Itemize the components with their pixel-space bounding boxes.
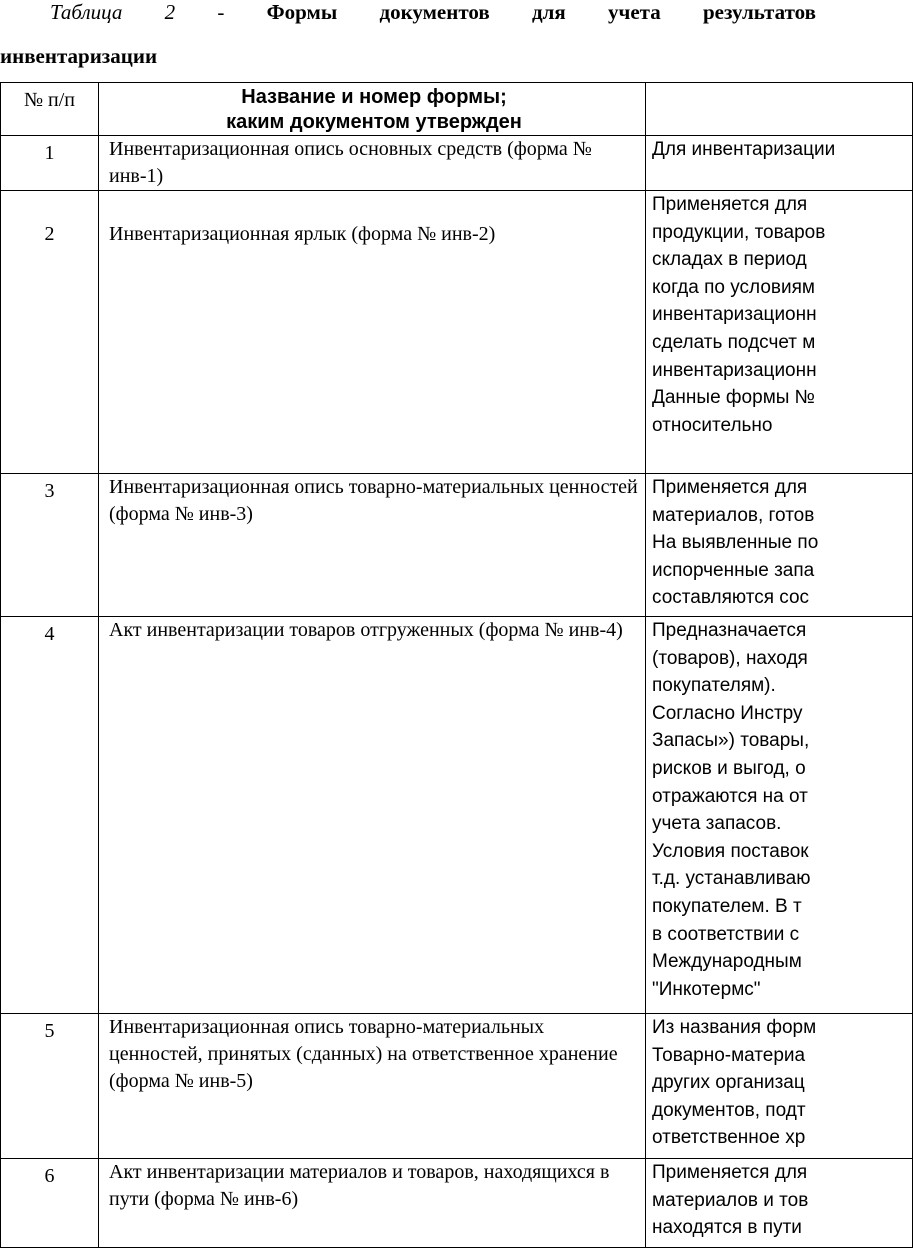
- row-form-name: Акт инвентаризации материалов и товаров, находящихся в пути (форма № инв-6): [99, 1159, 646, 1248]
- row-form-name: Инвентаризационная опись товарно-материальных ценностей (форма № инв-3): [99, 474, 646, 617]
- description-line: покупателем. В т: [652, 895, 802, 917]
- row-description: [646, 617, 913, 1014]
- description-line: сделать подсчет м: [652, 331, 816, 353]
- row-number: 1: [1, 136, 99, 191]
- description-line: учета запасов.: [652, 813, 782, 835]
- description-line: составляются сос: [652, 587, 810, 609]
- description-line: материалов и тов: [652, 1189, 809, 1211]
- description-line: находятся в пути: [652, 1217, 802, 1239]
- row-number: 4: [1, 617, 99, 1014]
- table-row: [1, 1014, 913, 1159]
- row-form-name: Акт инвентаризации товаров отгруженных (форма № инв-4): [99, 617, 646, 1014]
- caption-word: документов: [379, 0, 490, 24]
- caption-word: Формы: [266, 0, 338, 24]
- description-line: материалов, готов: [652, 504, 815, 526]
- description-line: Применяется для: [652, 1162, 808, 1183]
- description-line: других организац: [652, 1072, 805, 1094]
- description-line: Для инвентаризации: [652, 139, 836, 160]
- description-line: продукции, товаров: [652, 221, 826, 243]
- header-name-line-2: каким документом утвержден: [226, 111, 522, 133]
- description-line: Данные формы №: [652, 387, 816, 409]
- description-line: Согласно Инстру: [652, 702, 803, 724]
- row-number: 5: [1, 1014, 99, 1159]
- row-number: 2: [1, 191, 99, 474]
- forms-table: [0, 82, 913, 1248]
- header-number: № п/п: [1, 83, 99, 136]
- caption-line-1: [0, 0, 816, 38]
- table-row: [1, 1159, 913, 1248]
- row-description: [646, 1014, 913, 1159]
- description-line: ответственное хр: [652, 1127, 806, 1149]
- description-line: складах в период: [652, 249, 807, 271]
- table-row: [1, 136, 913, 191]
- header-name: [99, 83, 646, 136]
- description-line: документов, подт: [652, 1099, 806, 1121]
- table-header-row: [1, 83, 913, 136]
- table-row: [1, 617, 913, 1014]
- description-line: Запасы») товары,: [652, 730, 810, 752]
- caption-label: Таблица: [50, 0, 123, 24]
- row-description: [646, 474, 913, 617]
- description-line: (товаров), находя: [652, 647, 808, 669]
- row-number: 3: [1, 474, 99, 617]
- table-row: [1, 474, 913, 617]
- row-form-name: Инвентаризационная опись основных средств (форма № инв-1): [99, 136, 646, 191]
- caption-word: для: [531, 0, 566, 24]
- description-line: отражаются на от: [652, 785, 808, 807]
- description-line: На выявленные по: [652, 532, 819, 554]
- header-name-line-1: Название и номер формы;: [241, 86, 507, 108]
- forms-table-container: [0, 82, 836, 1256]
- header-description: [646, 83, 913, 136]
- description-line: испорченные запа: [652, 559, 815, 581]
- row-description: [646, 191, 913, 474]
- description-line: Товарно-материа: [652, 1044, 806, 1066]
- description-line: Международным: [652, 951, 802, 973]
- description-line: покупателям).: [652, 675, 776, 697]
- row-description: [646, 136, 913, 191]
- caption-number: 2: [164, 0, 176, 24]
- table-row: [1, 191, 913, 474]
- row-description: [646, 1159, 913, 1248]
- description-line: рисков и выгод, о: [652, 757, 806, 779]
- caption-dash: -: [217, 0, 225, 24]
- row-form-name: Инвентаризационная ярлык (форма № инв-2): [99, 191, 646, 474]
- description-line: Условия поставок: [652, 840, 809, 862]
- description-line: в соответствии с: [652, 923, 800, 945]
- description-line: "Инкотермс": [652, 978, 761, 1000]
- description-line: т.д. устанавливаю: [652, 868, 811, 890]
- description-line: инвентаризационн: [652, 359, 817, 381]
- caption-line-2: инвентаризации: [0, 44, 158, 68]
- caption-word: результатов: [703, 0, 816, 24]
- description-line: Применяется для: [652, 477, 808, 498]
- caption-word: учета: [608, 0, 661, 24]
- description-line: Применяется для: [652, 194, 808, 215]
- row-number: 6: [1, 1159, 99, 1248]
- row-form-name: Инвентаризационная опись товарно-материальных ценностей, принятых (сданных) на ответственное хранение (форма № инв-5): [99, 1014, 646, 1159]
- description-line: инвентаризационн: [652, 304, 817, 326]
- description-line: относительно: [652, 414, 773, 436]
- description-line: когда по условиям: [652, 276, 815, 298]
- description-line: Предназначается: [652, 620, 807, 641]
- description-line: Из названия форм: [652, 1017, 817, 1038]
